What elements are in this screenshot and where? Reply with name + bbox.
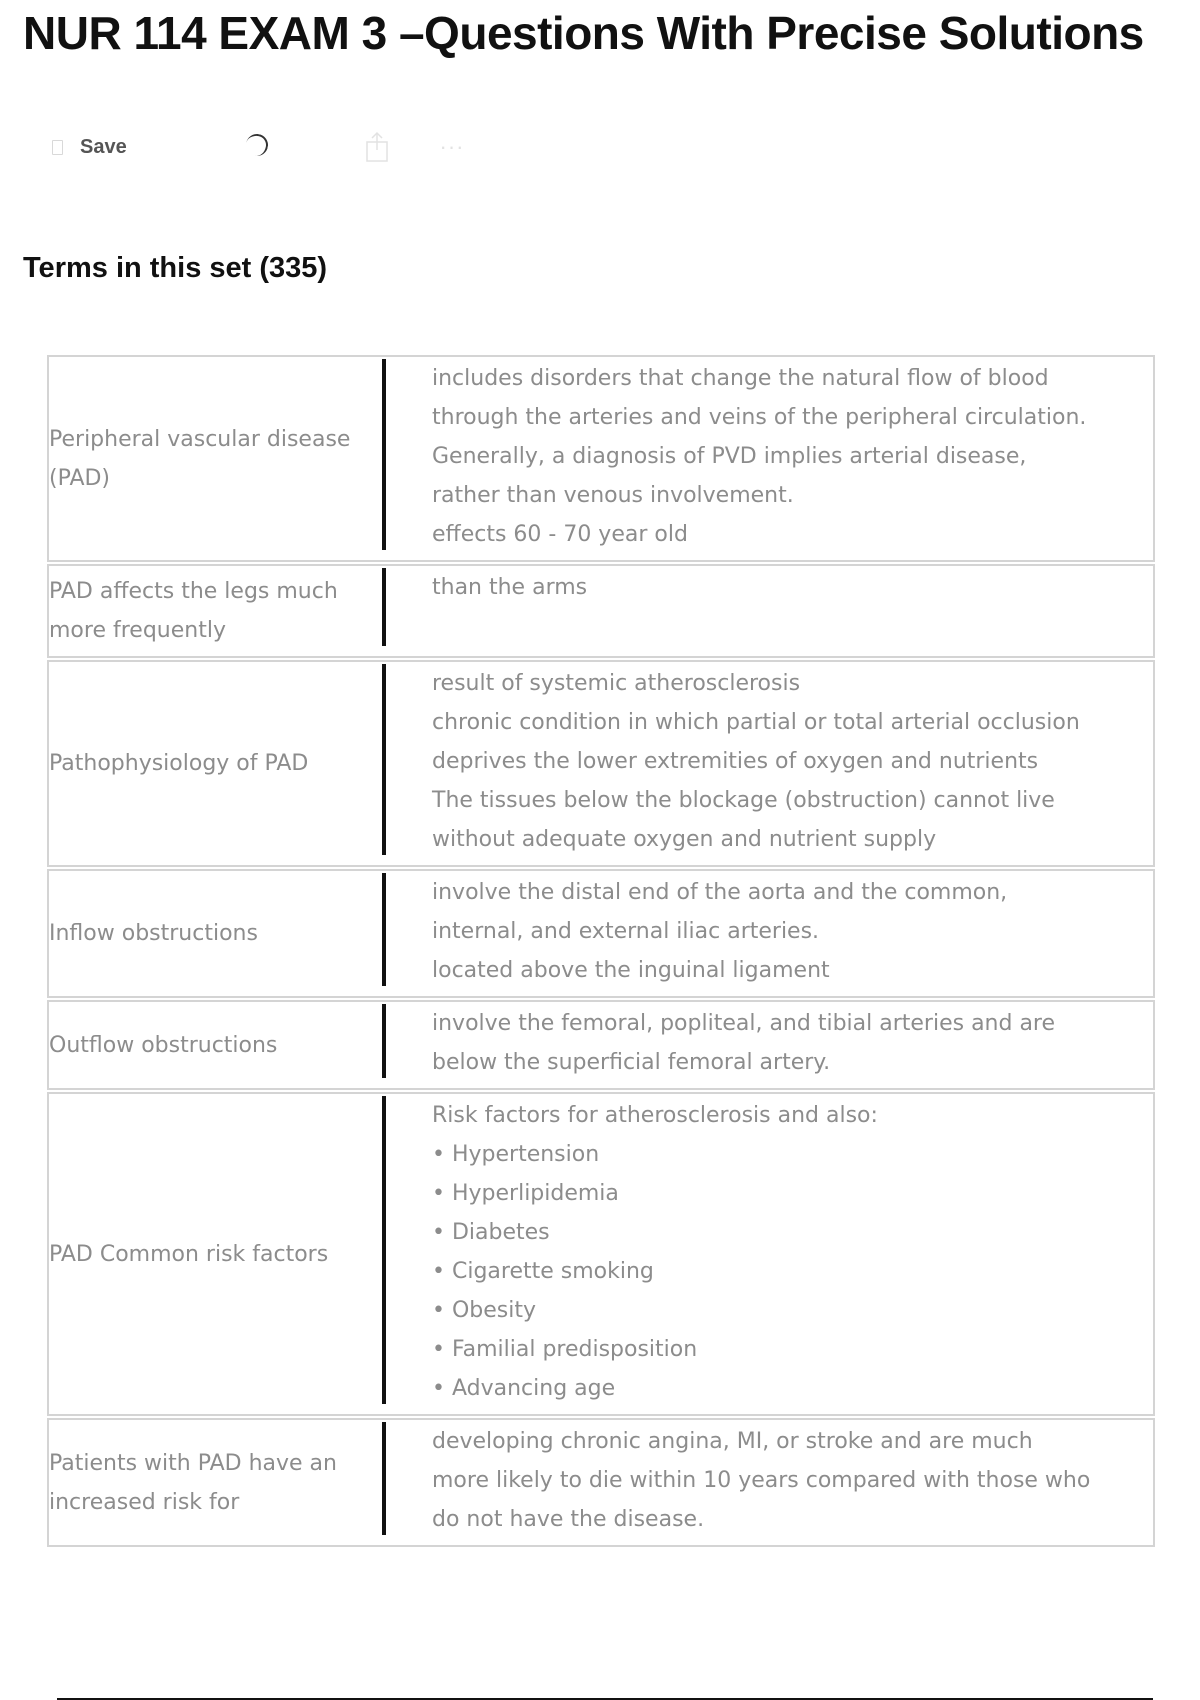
term-row <box>47 869 1155 998</box>
share-icon[interactable] <box>362 130 392 164</box>
document-title: NUR 114 EXAM 3 –Questions With Precise Solutions <box>23 7 1144 59</box>
toolbar <box>52 130 492 164</box>
definition-text: result of systemic atherosclerosis chronic condition in which partial or total arterial occlusion deprives the lower extremities of oxygen and nutrients The tissues below the blockage (obstruction) cannot live without adequate oxygen and nutrient supply <box>432 671 1080 852</box>
definition-text: involve the femoral, popliteal, and tibial arteries and are below the superficial femoral artery. <box>432 1011 1056 1075</box>
definition-text: Risk factors for atherosclerosis and also: • Hypertension • Hyperlipidemia • Diabetes • Cigarette smoking • Obesity • Familial predisposition • Advancing age <box>432 1103 878 1401</box>
definition-text: includes disorders that change the natural flow of blood through the arteries and veins of the peripheral circulation. Generally, a diagnosis of PVD implies arterial disease, rather than venous involvement. effects 60 - 70 year old <box>432 366 1087 547</box>
spinner-icon <box>244 132 269 157</box>
definition-text: involve the distal end of the aorta and the common, internal, and external iliac arteries. located above the inguinal ligament <box>432 880 1008 983</box>
bookmark-icon <box>52 140 63 155</box>
term-row <box>47 564 1155 658</box>
term-row <box>47 1092 1155 1416</box>
term-text: Pathophysiology of PAD <box>49 751 309 776</box>
term-text: Patients with PAD have an increased risk for <box>49 1450 337 1515</box>
term-text: PAD affects the legs much more frequently <box>49 579 338 643</box>
term-row <box>47 355 1155 562</box>
term-text: PAD Common risk factors <box>49 1241 329 1267</box>
more-icon[interactable]: ··· <box>439 134 465 159</box>
term-row <box>47 660 1155 867</box>
term-text: Inflow obstructions <box>49 921 258 946</box>
definition-text: developing chronic angina, MI, or stroke and are much more likely to die within 10 years compared with those who do not have the disease. <box>432 1429 1091 1532</box>
save-button[interactable] <box>52 130 127 164</box>
terms-table <box>47 355 1155 1549</box>
term-row <box>47 1418 1155 1547</box>
terms-count-heading: Terms in this set (335) <box>23 252 328 284</box>
term-text: Peripheral vascular disease (PAD) <box>49 426 351 491</box>
definition-text: than the arms <box>432 575 588 600</box>
save-label: Save <box>80 135 127 158</box>
term-text: Outflow obstructions <box>49 1032 278 1058</box>
term-row <box>47 1000 1155 1090</box>
